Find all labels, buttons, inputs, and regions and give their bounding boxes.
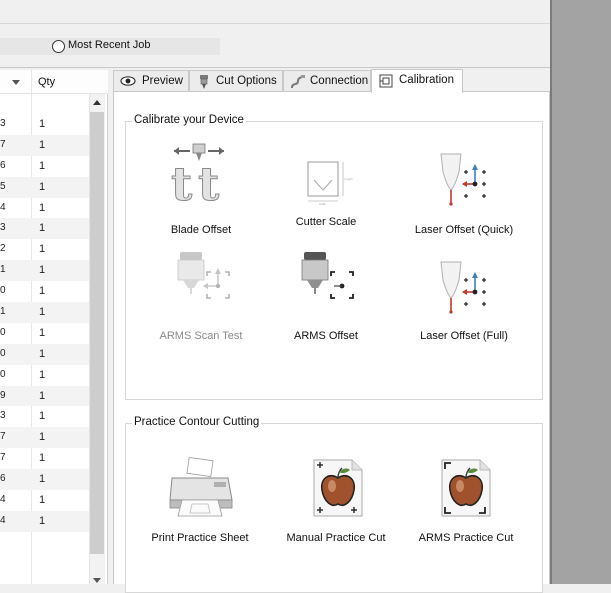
- list-item[interactable]: [0, 260, 89, 281]
- scrollbar-thumb[interactable]: [90, 112, 104, 554]
- list-item-number: 4: [0, 494, 6, 506]
- arms-scan-test-button[interactable]: [146, 250, 256, 346]
- list-item-qty: 1: [39, 326, 46, 339]
- toolbar-divider: [0, 23, 550, 24]
- list-item-number: 0: [0, 285, 6, 297]
- list-item[interactable]: [0, 302, 89, 323]
- list-item-qty: 1: [39, 118, 46, 130]
- calibration-panel: [113, 91, 550, 584]
- scroll-down-icon[interactable]: [93, 578, 101, 583]
- list-item[interactable]: [0, 198, 89, 219]
- list-item-number: 1: [0, 306, 6, 318]
- list-item[interactable]: [0, 344, 89, 365]
- cutter-scale-icon: [306, 160, 353, 206]
- list-item-qty: 1: [39, 494, 46, 507]
- list-item-number: 0: [0, 347, 6, 359]
- list-item-qty: 1: [39, 264, 46, 277]
- practice-contour-title: Practice Contour Cutting: [134, 416, 260, 428]
- list-item-number: 3: [0, 118, 6, 129]
- calibration-icon: [378, 73, 394, 92]
- cutter-scale-button[interactable]: [276, 142, 376, 232]
- cutter-scale-label: Cutter Scale: [295, 216, 357, 228]
- arms-offset-button[interactable]: [276, 250, 376, 346]
- tab-cut-options-label: Cut Options: [216, 75, 277, 87]
- tab-preview[interactable]: [113, 70, 189, 92]
- arms-apple-icon: [440, 458, 492, 518]
- print-practice-sheet-label: Print Practice Sheet: [151, 532, 249, 544]
- blade-offset-label: Blade Offset: [170, 224, 232, 236]
- arms-scan-test-label: ARMS Scan Test: [159, 330, 243, 342]
- laser-offset-full-button[interactable]: [394, 250, 534, 346]
- desktop-background: [552, 0, 611, 584]
- list-item-qty: 1: [39, 452, 46, 465]
- calibrate-device-title: Calibrate your Device: [134, 114, 244, 126]
- list-item[interactable]: [0, 135, 89, 156]
- list-item-qty: 1: [39, 243, 46, 256]
- print-practice-sheet-button[interactable]: [140, 458, 260, 548]
- tab-cut-options[interactable]: [189, 70, 283, 92]
- list-item-qty: 1: [39, 410, 46, 423]
- tab-preview-label: Preview: [142, 75, 183, 87]
- list-item[interactable]: [0, 406, 89, 427]
- list-item[interactable]: [0, 511, 89, 532]
- top-toolbar: [0, 0, 550, 68]
- arms-practice-cut-label: ARMS Practice Cut: [418, 532, 514, 544]
- list-item-qty: 1: [39, 201, 46, 214]
- list-item-qty: 1: [39, 473, 46, 486]
- list-item[interactable]: [0, 427, 89, 448]
- manual-practice-cut-button[interactable]: [276, 458, 396, 548]
- list-item-qty: 1: [39, 159, 46, 172]
- blade-offset-icon: [168, 142, 232, 211]
- list-item-number: 4: [0, 201, 6, 213]
- list-item-number: 7: [0, 138, 6, 150]
- list-item-qty: 1: [39, 347, 46, 360]
- laser-offset-quick-label: Laser Offset (Quick): [414, 224, 514, 236]
- svg-text:t: t: [198, 157, 220, 211]
- arms-offset-icon: [298, 250, 358, 310]
- list-item[interactable]: [0, 386, 89, 407]
- svg-text:width: width: [319, 202, 327, 206]
- list-item[interactable]: [0, 177, 89, 198]
- list-item[interactable]: [0, 281, 89, 302]
- qty-column-header[interactable]: Qty: [38, 76, 56, 88]
- list-item-number: 0: [0, 326, 6, 338]
- most-recent-job-label[interactable]: Most Recent Job: [68, 39, 151, 51]
- manual-apple-icon: [312, 458, 364, 518]
- list-item-number: 3: [0, 222, 6, 234]
- list-item[interactable]: [0, 365, 89, 386]
- tab-calibration[interactable]: [371, 69, 463, 93]
- list-item-qty: 1: [39, 368, 46, 381]
- eye-icon: [120, 74, 136, 91]
- list-item[interactable]: [0, 114, 89, 135]
- list-item-qty: 1: [39, 138, 46, 151]
- list-item-number: 7: [0, 452, 6, 464]
- list-item-number: 7: [0, 431, 6, 443]
- list-item-qty: 1: [39, 222, 46, 235]
- blade-offset-button[interactable]: [146, 142, 256, 238]
- tab-connection[interactable]: [283, 70, 371, 92]
- svg-text:length: length: [344, 177, 353, 181]
- list-item[interactable]: [0, 218, 89, 239]
- job-list: [0, 70, 108, 584]
- list-item-number: 9: [0, 389, 6, 401]
- arms-offset-label: ARMS Offset: [294, 330, 358, 342]
- sort-down-icon[interactable]: [12, 80, 20, 85]
- list-item-number: 6: [0, 473, 6, 485]
- list-item-number: 4: [0, 514, 6, 526]
- list-item-number: 2: [0, 243, 6, 255]
- list-item-qty: 1: [39, 285, 46, 298]
- tab-connection-label: Connection: [310, 75, 369, 87]
- arms-scan-test-icon: [174, 250, 234, 310]
- list-item-number: 5: [0, 180, 6, 192]
- laser-offset-quick-icon: [437, 152, 497, 212]
- list-item[interactable]: [0, 469, 89, 490]
- list-item[interactable]: [0, 448, 89, 469]
- list-item[interactable]: [0, 239, 89, 260]
- printer-icon: [168, 458, 234, 518]
- list-item-number: 3: [0, 410, 6, 422]
- arms-practice-cut-button[interactable]: [406, 458, 526, 548]
- manual-practice-cut-label: Manual Practice Cut: [286, 532, 386, 544]
- list-item[interactable]: [0, 156, 89, 177]
- toolbar-bottom-border: [0, 67, 550, 68]
- list-item-qty: 1: [39, 306, 46, 319]
- laser-offset-quick-button[interactable]: [394, 142, 534, 238]
- list-item-number: 1: [0, 264, 6, 276]
- most-recent-job-radio[interactable]: [52, 40, 65, 53]
- list-item[interactable]: [0, 323, 89, 344]
- calibrate-device-group: [125, 114, 543, 400]
- list-item-qty: 1: [39, 180, 46, 193]
- list-item-qty: 1: [39, 514, 46, 527]
- job-list-header: [0, 70, 108, 94]
- list-item-qty: 1: [39, 431, 46, 444]
- scroll-up-icon[interactable]: [93, 100, 101, 105]
- laser-offset-full-icon: [437, 260, 497, 320]
- list-item-qty: 1: [39, 389, 46, 402]
- svg-text:t: t: [171, 157, 193, 211]
- job-list-rows: [0, 114, 89, 532]
- laser-offset-full-label: Laser Offset (Full): [420, 330, 508, 342]
- list-item-number: 0: [0, 368, 6, 380]
- list-item[interactable]: [0, 490, 89, 511]
- tab-calibration-label: Calibration: [399, 74, 454, 86]
- list-item-number: 6: [0, 159, 6, 171]
- practice-contour-group: [125, 416, 543, 593]
